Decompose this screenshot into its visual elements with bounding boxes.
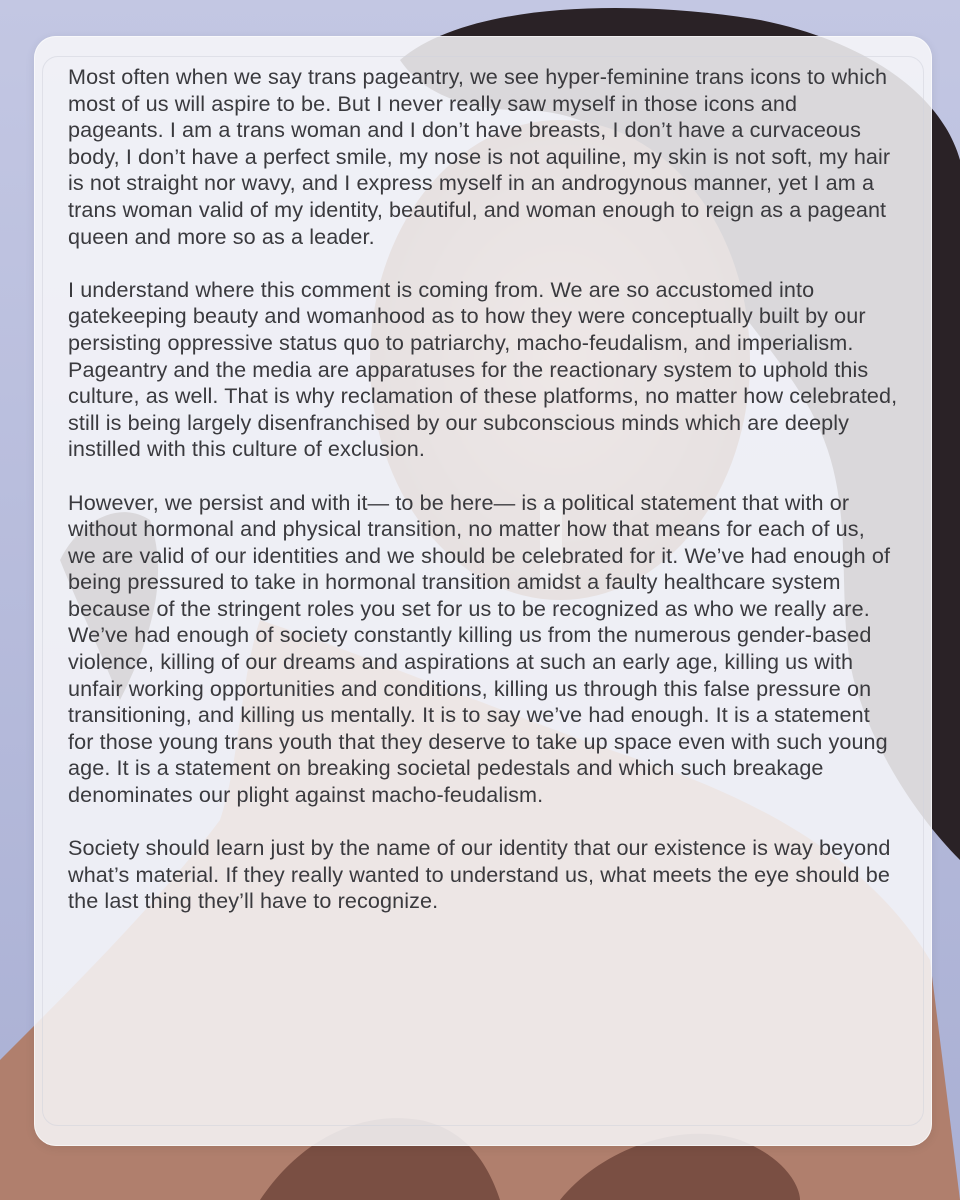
paragraph-2: I understand where this comment is coming from. We are so accustomed into gatekeeping beauty and womanhood as to how they were conceptually built by our persisting oppressive status quo to patriarchy, macho-feudalism, and imperialism. Pageantry and the media are apparatuses for the reactionary system to uphold this culture, as well. That is why reclamation of these platforms, no matter how celebrated, still is being largely disenfranchised by our subconscious minds which are deeply instilled with this culture of exclusion. (68, 276, 898, 462)
paragraph-1: Most often when we say trans pageantry, we see hyper-feminine trans icons to which most of us will aspire to be. But I never really saw myself in those icons and pageants. I am a trans woman and I don’t have breasts, I don’t have a curvaceous body, I don’t have a perfect smile, my nose is not aquiline, my skin is not soft, my hair is not straight nor wavy, and I express myself in an androgynous manner, yet I am a trans woman valid of my identity, beautiful, and woman enough to reign as a pageant queen and more so as a leader. (68, 64, 891, 249)
text-card (34, 36, 932, 1146)
paragraph-4: Society should learn just by the name of our identity that our existence is way beyond what’s material. If they really wanted to understand us, what meets the eye should be the last thing they’ll have to recognize. (68, 835, 891, 914)
article-text (68, 64, 898, 915)
paragraph-3: However, we persist and with it— to be here— is a political statement that with or without hormonal and physical transition, no matter how that means for each of us, we are valid of our identities and we should be celebrated for it. We’ve had enough of being pressured to take in hormonal transition amidst a faulty healthcare system because of the stringent roles you set for us to be recognized as who we really are. We’ve had enough of society constantly killing us from the numerous gender-based violence, killing of our dreams and aspirations at such an early age, killing us with unfair working opportunities and conditions, killing us through this false pressure on transitioning, and killing us mentally. It is to say we’ve had enough. It is a statement for those young trans youth that they deserve to take up space even with such young age. It is a statement on breaking societal pedestals and which such breakage denominates our plight against macho-feudalism. (68, 489, 891, 808)
